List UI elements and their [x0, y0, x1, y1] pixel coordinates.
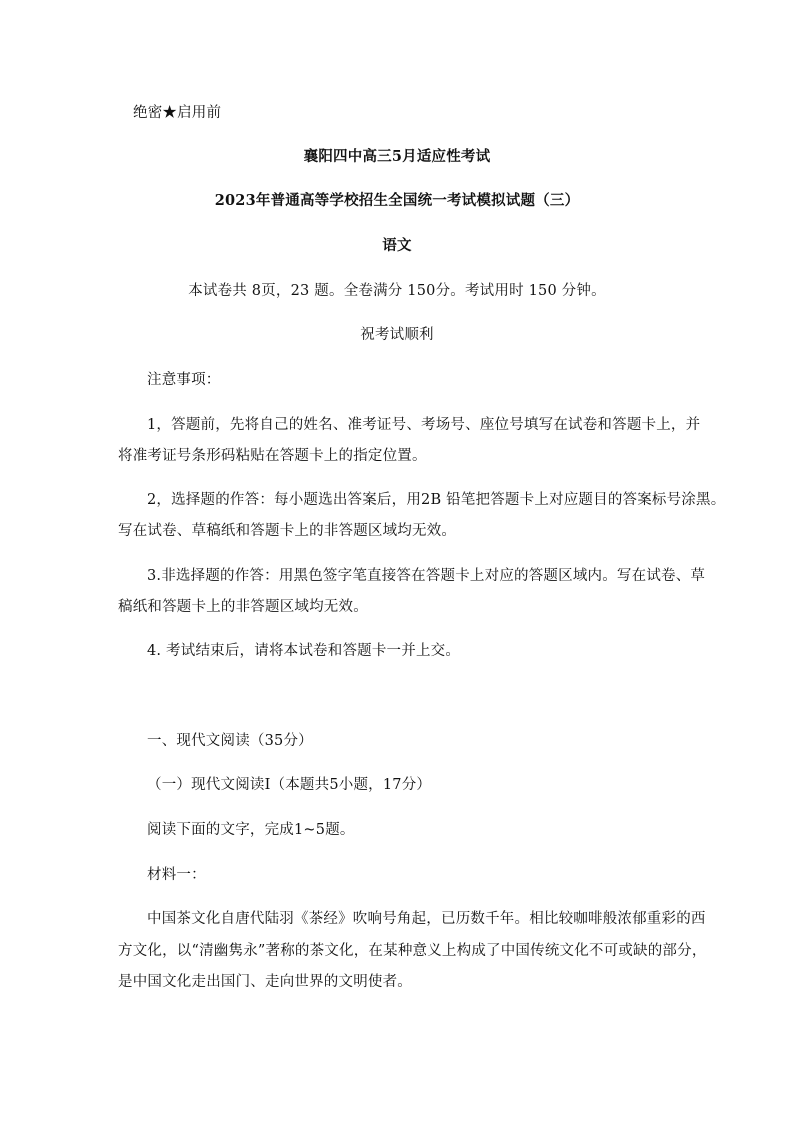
notice-item-2-line-2: 写在试卷、草稿纸和答题卡上的非答题区域均无效。	[118, 523, 457, 539]
subject-title: 语文	[382, 237, 412, 254]
subsection-heading: （一）现代文阅读Ⅰ（本题共5小题，17分）	[147, 777, 432, 793]
notice-item-3-line-1: 3.非选择题的作答：用黑色签字笔直接答在答题卡上对应的答题区域内。写在试卷、草	[147, 568, 706, 584]
notice-item-3-line-2: 稿纸和答题卡上的非答题区域均无效。	[118, 599, 368, 615]
notice-item-2-line-1: 2，选择题的作答：每小题选出答案后，用2B 铅笔把答题卡上对应题目的答案标号涂黑。	[147, 492, 726, 508]
notice-heading: 注意事项：	[147, 372, 221, 388]
section-heading: 一、现代文阅读（35分）	[147, 733, 313, 749]
notice-item-1-line-1: 1，答题前，先将自己的姓名、准考证号、考场号、座位号填写在试卷和答题卡上，并	[147, 417, 701, 433]
secret-mark: 绝密★启用前	[133, 105, 222, 121]
reading-instruction: 阅读下面的文字，完成1~5题。	[147, 822, 355, 838]
notice-item-4: 4. 考试结束后，请将本试卷和答题卡一并上交。	[147, 643, 461, 659]
material-paragraph-line-2: 方文化，以“清幽隽永”著称的茶文化，在某种意义上构成了中国传统文化不可或缺的部分，	[118, 943, 707, 959]
exam-title: 2023年普通高等学校招生全国统一考试模拟试题（三）	[214, 192, 580, 209]
good-luck-text: 祝考试顺利	[360, 327, 434, 343]
exam-summary: 本试卷共 8页，23 题。全卷满分 150分。考试用时 150 分钟。	[188, 283, 606, 299]
exam-title-school: 襄阳四中高三5月适应性考试	[303, 148, 491, 165]
material-label: 材料一：	[147, 867, 206, 883]
material-paragraph-line-1: 中国茶文化自唐代陆羽《茶经》吹响号角起，已历数千年。相比较咖啡般浓郁重彩的西	[147, 911, 706, 927]
notice-item-1-line-2: 将准考证号条形码粘贴在答题卡上的指定位置。	[118, 448, 427, 464]
material-paragraph-line-3: 是中国文化走出国门、走向世界的文明使者。	[118, 974, 412, 990]
